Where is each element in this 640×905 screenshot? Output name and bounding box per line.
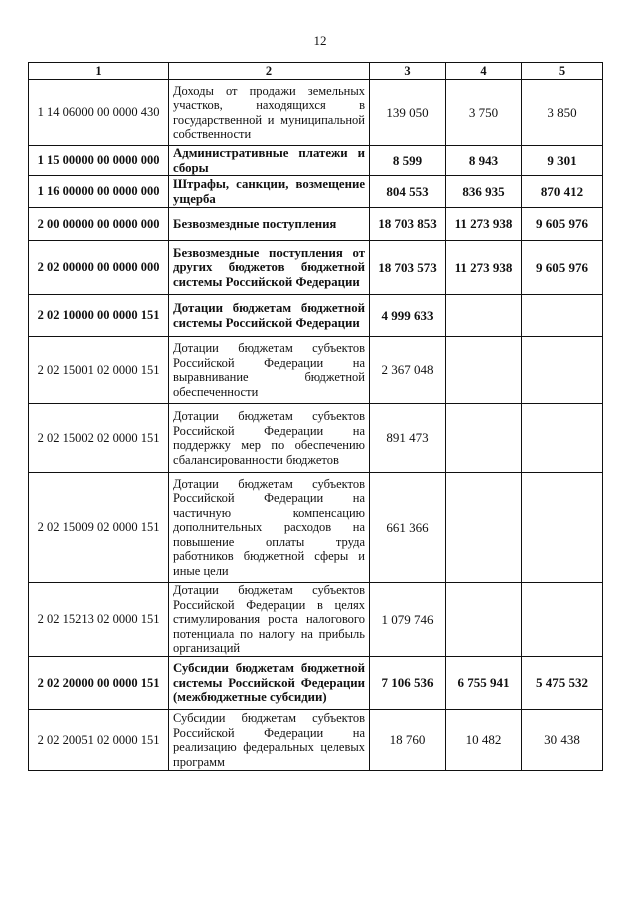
budget-code: 2 02 15001 02 0000 151 <box>29 337 169 404</box>
budget-code: 2 02 15002 02 0000 151 <box>29 404 169 473</box>
value-col4: 10 482 <box>446 710 522 771</box>
value-col5: 9 301 <box>522 146 603 176</box>
item-name: Дотации бюджетам субъектов Российской Федерации на частичную компенсацию дополнительных расходов на повышение оплаты труда работников бюджетной сферы и иные цели <box>169 473 370 583</box>
value-col3: 1 079 746 <box>370 583 446 657</box>
table-row <box>29 404 603 473</box>
page-number: 12 <box>313 33 327 48</box>
value-col5 <box>522 583 603 657</box>
budget-code: 2 02 15213 02 0000 151 <box>29 583 169 657</box>
budget-table <box>28 62 603 771</box>
table-row <box>29 176 603 208</box>
value-col5 <box>522 473 603 583</box>
value-col5 <box>522 295 603 337</box>
value-col3: 18 703 573 <box>370 241 446 295</box>
table-row <box>29 473 603 583</box>
item-name: Штрафы, санкции, возмещение ущерба <box>169 176 370 208</box>
value-col4: 11 273 938 <box>446 208 522 241</box>
value-col4: 6 755 941 <box>446 657 522 710</box>
value-col5: 9 605 976 <box>522 241 603 295</box>
item-name: Дотации бюджетам субъектов Российской Федерации в целях стимулирования роста налогового потенциала по налогу на прибыль организаций <box>169 583 370 657</box>
value-col5: 9 605 976 <box>522 208 603 241</box>
item-name: Безвозмездные поступления от других бюджетов бюджетной системы Российской Федерации <box>169 241 370 295</box>
value-col4: 8 943 <box>446 146 522 176</box>
budget-code: 1 15 00000 00 0000 000 <box>29 146 169 176</box>
item-name: Безвозмездные поступления <box>169 208 370 241</box>
budget-code: 2 02 20051 02 0000 151 <box>29 710 169 771</box>
column-header: 5 <box>522 63 603 80</box>
value-col3: 18 703 853 <box>370 208 446 241</box>
value-col5: 3 850 <box>522 80 603 146</box>
value-col5 <box>522 337 603 404</box>
item-name: Дотации бюджетам бюджетной системы Российской Федерации <box>169 295 370 337</box>
table-header-row <box>29 63 603 80</box>
budget-code: 2 00 00000 00 0000 000 <box>29 208 169 241</box>
budget-code: 2 02 20000 00 0000 151 <box>29 657 169 710</box>
budget-code: 2 02 00000 00 0000 000 <box>29 241 169 295</box>
table-row <box>29 710 603 771</box>
value-col4 <box>446 583 522 657</box>
value-col3: 8 599 <box>370 146 446 176</box>
item-name: Субсидии бюджетам бюджетной системы Российской Федерации (межбюджетные субсидии) <box>169 657 370 710</box>
table-row <box>29 337 603 404</box>
value-col4: 836 935 <box>446 176 522 208</box>
value-col4: 11 273 938 <box>446 241 522 295</box>
item-name: Административные платежи и сборы <box>169 146 370 176</box>
table-row <box>29 657 603 710</box>
value-col4: 3 750 <box>446 80 522 146</box>
column-header: 1 <box>29 63 169 80</box>
budget-code: 1 14 06000 00 0000 430 <box>29 80 169 146</box>
item-name: Дотации бюджетам субъектов Российской Федерации на выравнивание бюджетной обеспеченности <box>169 337 370 404</box>
table-row <box>29 295 603 337</box>
column-header: 3 <box>370 63 446 80</box>
value-col4 <box>446 404 522 473</box>
value-col3: 139 050 <box>370 80 446 146</box>
item-name: Субсидии бюджетам субъектов Российской Федерации на реализацию федеральных целевых программ <box>169 710 370 771</box>
item-name: Дотации бюджетам субъектов Российской Федерации на поддержку мер по обеспечению сбалансированности бюджетов <box>169 404 370 473</box>
value-col4 <box>446 295 522 337</box>
value-col3: 804 553 <box>370 176 446 208</box>
value-col4 <box>446 337 522 404</box>
column-header: 4 <box>446 63 522 80</box>
table-row <box>29 583 603 657</box>
budget-code: 2 02 15009 02 0000 151 <box>29 473 169 583</box>
value-col3: 7 106 536 <box>370 657 446 710</box>
value-col3: 2 367 048 <box>370 337 446 404</box>
table-row <box>29 146 603 176</box>
value-col4 <box>446 473 522 583</box>
value-col3: 4 999 633 <box>370 295 446 337</box>
value-col5: 30 438 <box>522 710 603 771</box>
budget-code: 2 02 10000 00 0000 151 <box>29 295 169 337</box>
value-col3: 891 473 <box>370 404 446 473</box>
table-row <box>29 241 603 295</box>
value-col5 <box>522 404 603 473</box>
item-name: Доходы от продажи земельных участков, находящихся в государственной и муниципальной собственности <box>169 80 370 146</box>
column-header: 2 <box>169 63 370 80</box>
value-col3: 661 366 <box>370 473 446 583</box>
value-col5: 5 475 532 <box>522 657 603 710</box>
table-row <box>29 208 603 241</box>
value-col5: 870 412 <box>522 176 603 208</box>
table-row <box>29 80 603 146</box>
budget-code: 1 16 00000 00 0000 000 <box>29 176 169 208</box>
value-col3: 18 760 <box>370 710 446 771</box>
